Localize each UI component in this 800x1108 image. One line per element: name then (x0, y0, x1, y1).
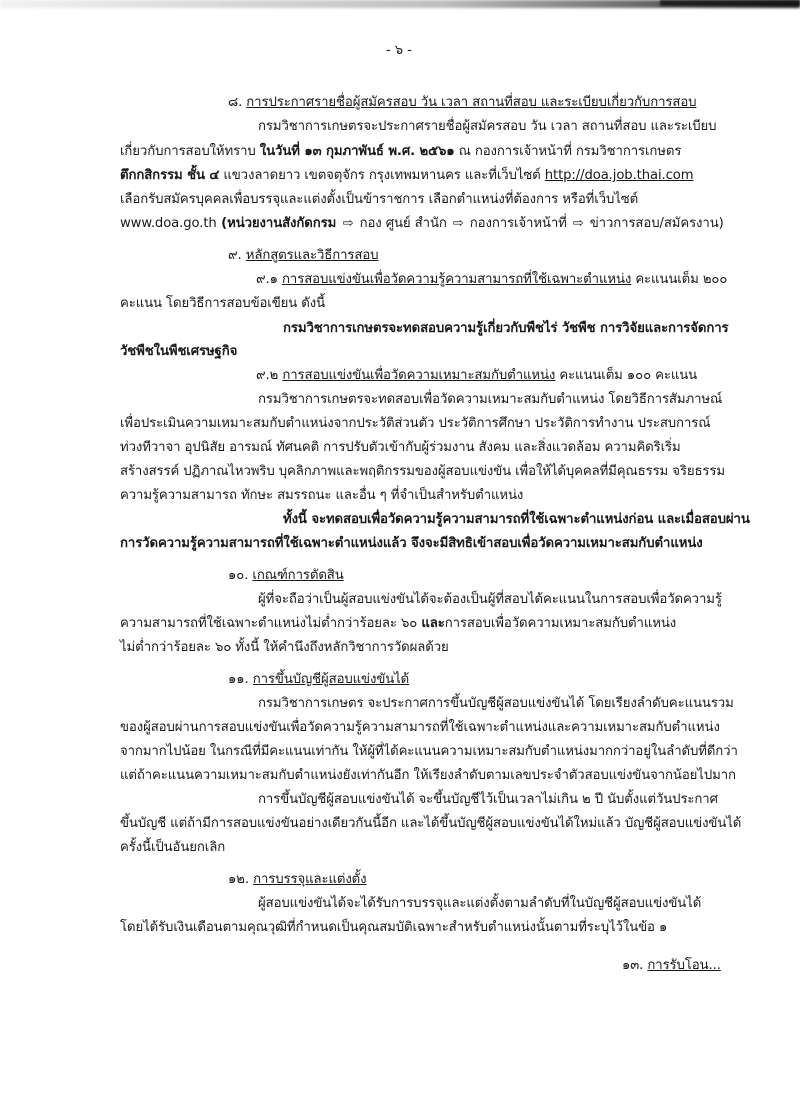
next-section-title: การรับโอน... (647, 958, 721, 973)
section-title: การประกาศรายชื่อผู้สมัครสอบ วัน เวลา สถานที่สอบ และระเบียบเกี่ยวกับการสอบ (246, 95, 697, 110)
paragraph-line: ความรู้ความสามารถ ทักษะ สมรรถนะ และอื่น ๆ ที่จำเป็นสำหรับตำแหน่ง (120, 488, 524, 503)
building-location: ตึกกสิกรรม ชั้น ๔ (120, 168, 220, 183)
paragraph-line-bold: วัชพืชในพืชเศรษฐกิจ (120, 344, 238, 359)
paragraph-line: สร้างสรรค์ ปฏิภาณไหวพริบ บุคลิกภาพและพฤติกรรมของผู้สอบแข่งขัน เพื่อให้ได้บุคคลที่มีคุณธรรม จริยธรรม (120, 464, 725, 479)
paragraph-line: ผู้สอบแข่งขันได้จะได้รับการบรรจุและแต่งตั้งตามลำดับที่ในบัญชีผู้สอบแข่งขันได้ (258, 896, 702, 911)
section-title: หลักสูตรและวิธีการสอบ (245, 248, 379, 263)
subsection-9-1: ๙.๑ การสอบแข่งขันเพื่อวัดความรู้ความสามารถที่ใช้เฉพาะตำแหน่ง คะแนนเต็ม ๒๐๐ (256, 272, 728, 287)
section-title: การขึ้นบัญชีผู้สอบแข่งขันได้ (252, 672, 410, 687)
paragraph-line: เลือกรับสมัครบุคคลเพื่อบรรจุและแต่งตั้งเป็นข้าราชการ เลือกตำแหน่งที่ต้องการ หรือที่เว็บไซต์ (120, 192, 639, 207)
section-8-heading (228, 94, 696, 112)
paragraph-line: จากมากไปน้อย ในกรณีที่มีคะแนนเท่ากัน ให้ผู้ที่ได้คะแนนความเหมาะสมกับตำแหน่งมากกว่าอยู่ในลำดับที่ดีกว่า (120, 744, 738, 759)
section-10-heading (228, 567, 344, 585)
scan-edge-corner (660, 0, 800, 6)
paragraph-line: เกี่ยวกับการสอบให้ทราบ ในวันที่ ๑๓ กุมภาพันธ์ พ.ศ. ๒๕๖๑ ณ กองการเจ้าหน้าที่ กรมวิชาการเกษตร (120, 144, 682, 159)
paragraph-line-bold: ทั้งนี้ จะทดสอบเพื่อวัดความรู้ความสามารถที่ใช้เฉพาะตำแหน่งก่อน และเมื่อสอบผ่าน (283, 512, 750, 527)
arrow-right-icon: ⇨ (342, 216, 354, 231)
section-number: ๙. (228, 248, 242, 263)
paragraph-line: ความสามารถที่ใช้เฉพาะตำแหน่งไม่ต่ำกว่าร้อยละ ๖๐ และการสอบเพื่อวัดความเหมาะสมกับตำแหน่ง (120, 616, 677, 631)
paragraph-line: แต่ถ้าคะแนนความเหมาะสมกับตำแหน่งยังเท่ากันอีก ให้เรียงลำดับตามเลขประจำตัวสอบแข่งขันจากน้อยไปมาก (120, 768, 736, 783)
website-link-doa-job[interactable]: http://doa.job.thai.com (544, 168, 694, 183)
paragraph-line-bold: กรมวิชาการเกษตรจะทดสอบความรู้เกี่ยวกับพืชไร่ วัชพืช การวิจัยและการจัดการ (283, 321, 729, 336)
paragraph-line: กรมวิชาการเกษตรจะประกาศรายชื่อผู้สมัครสอบ วัน เวลา สถานที่สอบ และระเบียบ (258, 119, 717, 134)
paragraph-line: ครั้งนี้เป็นอันยกเลิก (120, 840, 226, 855)
announcement-date: ในวันที่ ๑๓ กุมภาพันธ์ พ.ศ. ๒๕๖๑ (259, 144, 455, 159)
next-page-continuation: ๑๓. การรับโอน... (622, 958, 721, 973)
paragraph-line: www.doa.go.th (หน่วยงานสังกัดกรม ⇨ กอง ศูนย์ สำนัก ⇨ กองการเจ้าหน้าที่ ⇨ ข่าวการสอบ/สมัครงาน) (120, 216, 724, 231)
page-number: - ๖ - (386, 43, 412, 58)
section-12-heading (228, 871, 366, 889)
paragraph-line: ผู้ที่จะถือว่าเป็นผู้สอบแข่งขันได้จะต้องเป็นผู้ที่สอบได้คะแนนในการสอบเพื่อวัดความรู้ (258, 592, 722, 607)
paragraph-line: ท่วงทีวาจา อุปนิสัย อารมณ์ ทัศนคติ การปรับตัวเข้ากับผู้ร่วมงาน สังคม และสิ่งแวดล้อม ความคิดริเริ่ม (120, 440, 681, 455)
section-number: ๘. (228, 95, 243, 110)
paragraph-line: กรมวิชาการเกษตร จะประกาศการขึ้นบัญชีผู้สอบแข่งขันได้ โดยเรียงลำดับคะแนนรวม (258, 696, 734, 711)
section-number: ๑๐. (228, 568, 249, 583)
arrow-right-icon: ⇨ (572, 216, 584, 231)
paragraph-line-bold: การวัดความรู้ความสามารถที่ใช้เฉพาะตำแหน่งแล้ว จึงจะมีสิทธิเข้าสอบเพื่อวัดความเหมาะสมกับตำแหน่ง (120, 536, 703, 551)
paragraph-line: กรมวิชาการเกษตรจะทดสอบเพื่อวัดความเหมาะสมกับตำแหน่ง โดยวิธีการสัมภาษณ์ (258, 392, 723, 407)
arrow-right-icon: ⇨ (452, 216, 464, 231)
paragraph-line: โดยได้รับเงินเดือนตามคุณวุฒิที่กำหนดเป็นคุณสมบัติเฉพาะสำหรับตำแหน่งนั้นตามที่ระบุไว้ในข้อ ๑ (120, 920, 668, 935)
paragraph-line: เพื่อประเมินความเหมาะสมกับตำแหน่งจากประวัติส่วนตัว ประวัติการศึกษา ประวัติการทำงาน ประสบการณ์ (120, 416, 711, 431)
paragraph-line: การขึ้นบัญชีผู้สอบแข่งขันได้ จะขึ้นบัญชีไว้เป็นเวลาไม่เกิน ๒ ปี นับตั้งแต่วันประกาศ (258, 792, 718, 807)
section-number: ๑๒. (228, 872, 249, 887)
paragraph-line: ของผู้สอบผ่านการสอบแข่งขันเพื่อวัดความรู้ความสามารถที่ใช้เฉพาะตำแหน่งและความเหมาะสมกับตำแหน่ง (120, 720, 720, 735)
section-number: ๑๑. (228, 672, 249, 687)
section-11-heading (228, 671, 409, 689)
section-9-heading (228, 247, 378, 265)
subsection-9-2: ๙.๒ การสอบแข่งขันเพื่อวัดความเหมาะสมกับตำแหน่ง คะแนนเต็ม ๑๐๐ คะแนน (256, 368, 698, 383)
subsection-title: การสอบแข่งขันเพื่อวัดความรู้ความสามารถที่ใช้เฉพาะตำแหน่ง (282, 272, 632, 287)
subsection-title: การสอบแข่งขันเพื่อวัดความเหมาะสมกับตำแหน่ง (282, 368, 556, 383)
paragraph-line: ขึ้นบัญชี แต่ถ้ามีการสอบแข่งขันอย่างเดียวกันนี้อีก และได้ขึ้นบัญชีผู้สอบแข่งขันได้ใหม่แล้ว บัญชีผู้สอบแข่งขันได้ (120, 816, 742, 831)
section-title: การบรรจุและแต่งตั้ง (253, 872, 367, 887)
paragraph-line: ตึกกสิกรรม ชั้น ๔ แขวงลาดยาว เขตจตุจักร กรุงเทพมหานคร และที่เว็บไซต์ http://doa.job.thai.com (120, 168, 694, 183)
paragraph-line: ไม่ต่ำกว่าร้อยละ ๖๐ ทั้งนี้ ให้คำนึงถึงหลักวิชาการวัดผลด้วย (120, 640, 449, 655)
paragraph-line: คะแนน โดยวิธีการสอบข้อเขียน ดังนี้ (120, 296, 325, 311)
section-title: เกณฑ์การตัดสิน (252, 568, 344, 583)
website-link-doa[interactable]: www.doa.go.th (120, 216, 217, 231)
